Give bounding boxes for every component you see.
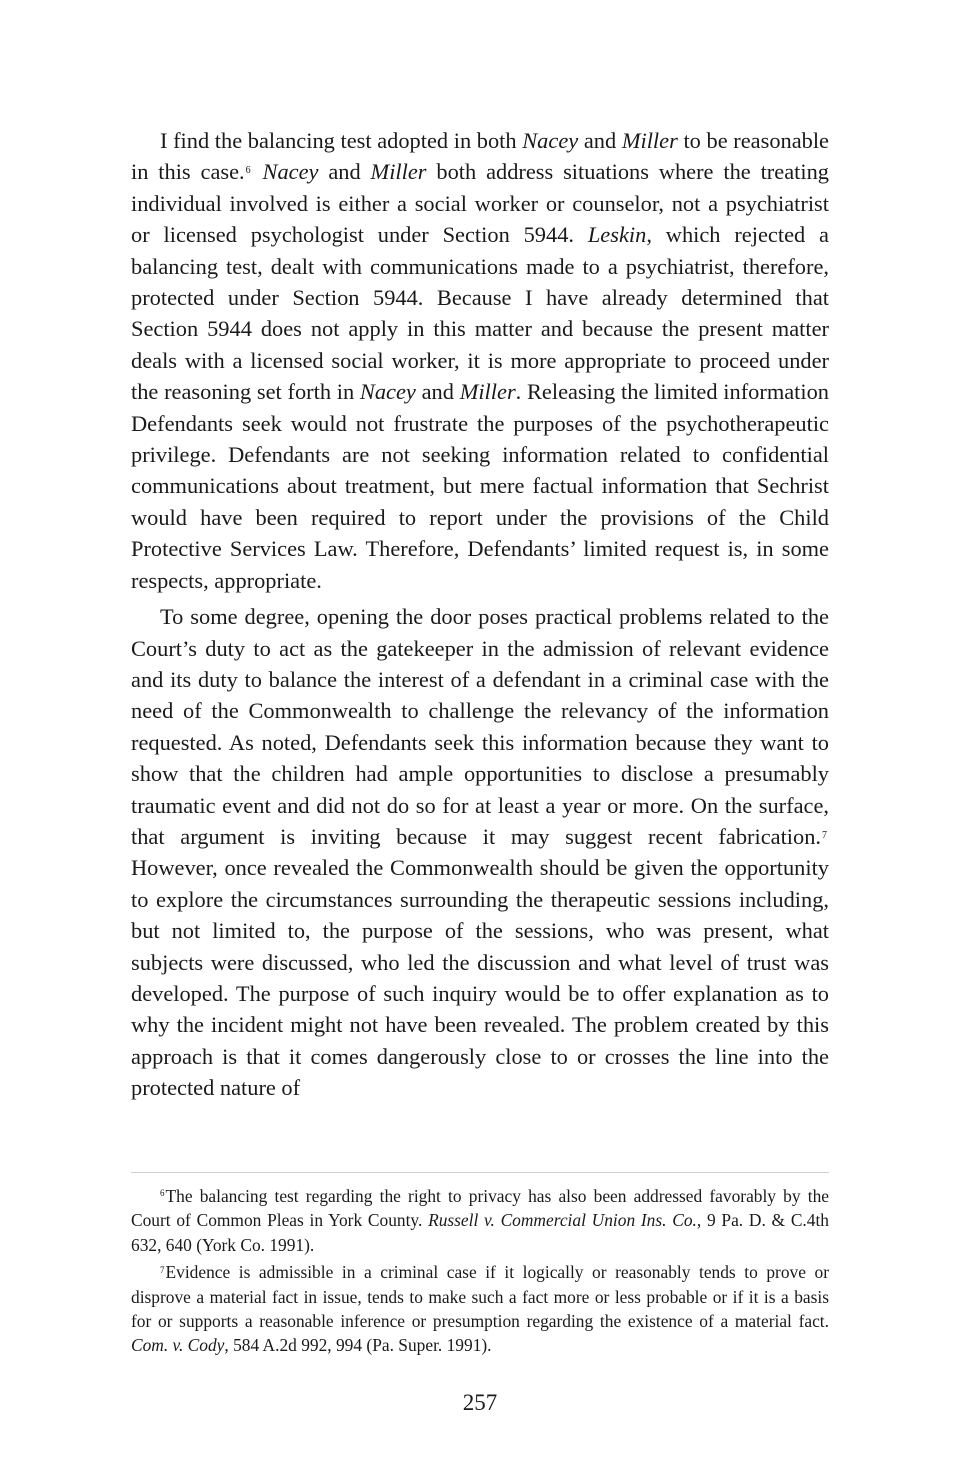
footnote-ref-6: 6 xyxy=(245,165,251,177)
footnote-7: $^7$Evidence is admissible in a criminal case if it logically or reasonably tends to prove or disprove a material fact in issue, tends to make such a fact more or less probable or if it is a basis for or supports a reasonable inference or presumption regarding the existence of a material fact. Com. v. Cody, 584 A.2d 992, 994 (Pa. Super. 1991). xyxy=(131,1262,829,1356)
case-name-nacey: Nacey xyxy=(359,379,416,405)
footnote-ref-7: 7 xyxy=(822,829,827,841)
page-number: 257 xyxy=(462,1390,498,1415)
case-citation: Com. v. Cody xyxy=(131,1335,225,1356)
paragraph-1: I find the balancing test adopted in both Nacey and Miller to be reasonable in this case.$^6$ Nacey and Miller both address situations where the treating individual involved is either a social worker or counselor, not a psychiatrist or licensed psychologist under Section 5944. Leskin, which rejected a balancing test, dealt with communications made to a psychiatrist, therefore, protected under Section 5944. Because I have already determined that Section 5944 does not apply in this matter and because the present matter deals with a licensed social worker, it is more appropriate to proceed under the reasoning set forth in Nacey and Miller. Releasing the limited information Defendants seek would not frustrate the purposes of the psychotherapeutic privilege. Defendants are not seeking information related to confidential communications about treatment, but mere factual information that Sechrist would have been required to report under the provisions of the Child Protective Services Law. Therefore, Defendants’ limited request is, in some respects, appropriate. xyxy=(131,128,830,593)
case-name-nacey: Nacey xyxy=(262,159,319,185)
footnote-divider xyxy=(131,1172,829,1173)
footnote-number: 7 xyxy=(160,1264,165,1275)
footnote-6: $^6$The balancing test regarding the right to privacy has also been addressed favorably by the Court of Common Pleas in York County. Russell v. Commercial Union Ins. Co., 9 Pa. D. & C.4th 632, 640 (York Co. 1991). xyxy=(131,1186,829,1255)
case-name-nacey: Nacey xyxy=(522,128,579,153)
case-citation: Russell v. Commercial Union Ins. Co. xyxy=(428,1210,697,1231)
body-text xyxy=(131,125,829,1104)
paragraph-2: To some degree, opening the door poses practical problems related to the Court’s duty to act as the gatekeeper in the admission of relevant evidence and its duty to balance the interest of a defendant in a criminal case with the need of the Commonwealth to challenge the relevancy of the information requested. As noted, Defendants seek this information because they want to show that the children had ample opportunities to disclose a presumably traumatic event and did not do so for at least a year or more. On the surface, that argument is inviting because it may suggest recent fabrication.$^7$ However, once revealed the Commonwealth should be given the opportunity to explore the circumstances surrounding the therapeutic sessions including, but not limited to, the purpose of the sessions, who was present, what subjects were discussed, who led the discussion and what level of trust was developed. The purpose of such inquiry would be to offer explanation as to why the incident might not have been revealed. The problem created by this approach is that it comes dangerously close to or crosses the line into the protected nature of xyxy=(131,604,829,1101)
case-name-miller: Miller xyxy=(621,128,678,153)
case-name-leskin: Leskin xyxy=(587,222,647,248)
case-name-miller: Miller xyxy=(370,159,427,185)
case-name-miller: Miller xyxy=(459,379,516,405)
footnotes xyxy=(131,1184,829,1358)
footnote-number: 6 xyxy=(160,1188,165,1199)
